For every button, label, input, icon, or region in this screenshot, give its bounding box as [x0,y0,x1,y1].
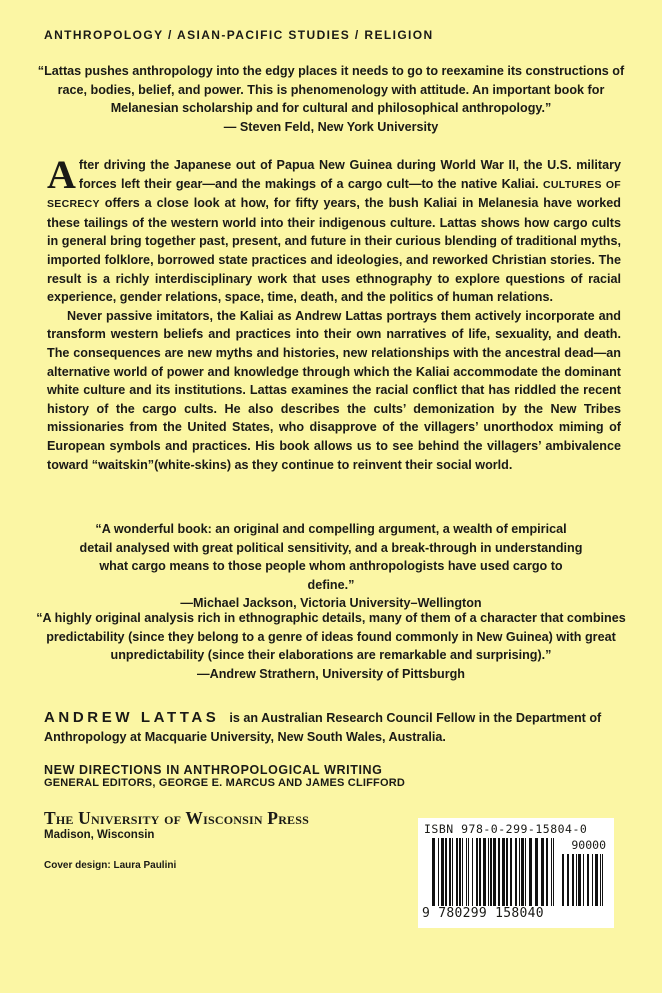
isbn-text: ISBN 978-0-299-15804-0 [424,822,588,836]
barcode-bar [488,838,489,906]
barcode-bar [472,838,473,906]
barcode-bar [578,854,581,906]
barcode-main-icon [432,838,554,906]
quote-text: “A wonderful book: an original and compelling argument, a wealth of empirical detail analysed with great political sensitivity, and a break-through in understanding what cargo means to those people whom anthropologists have used cargo to define.” [79,522,583,592]
barcode-bar [567,854,569,906]
publisher-name [44,808,309,829]
description-p1-after: offers a close look at how, for fifty years, the bush Kaliai in Melanesia have worked these tailings of the western world into their indigenous culture. Lattas shows how cargo cults in general bring together past, present, and future in their curious blending of traditional myths, imported folklore, borrowed state practices and ideologies, and reworked Christian stories. The result is a richly interdisciplinary work that uses ethnography to explore questions of racial experience, gender relations, space, time, death, and the politics of human relations. [47,196,621,305]
barcode-bar [438,838,439,906]
barcode-bar [449,838,451,906]
barcode-bar [519,838,520,906]
barcode-bar [459,838,461,906]
barcode-bar [441,838,444,906]
barcode-bar [535,838,538,906]
series-title: NEW DIRECTIONS IN ANTHROPOLOGICAL WRITING [44,763,383,777]
ean-number: 9 780299 158040 [422,906,544,921]
quote-attribution: — Steven Feld, New York University [223,119,439,134]
quote-strathern [34,609,628,683]
barcode-bar [490,838,492,906]
author-bio-text: is an Australian Research Council Fellow in the Department of Anthropology at Macquarie University, New South Wales, Australia. [44,711,602,744]
barcode-bar [602,854,603,906]
barcode-bar [502,838,505,906]
author-name: ANDREW LATTAS [44,709,220,726]
barcode-bar [445,838,447,906]
barcode-bar [466,838,467,906]
price-code: 90000 [571,838,606,852]
barcode-bar [515,838,517,906]
barcode-bar [572,854,574,906]
quote-text: “Lattas pushes anthropology into the edgy places it needs to go to reexamine its constructions of race, bodies, belief, and power. This is phenomenology with attitude. An important book for Melanesian scholarship and for cultural and philosophical anthropology.” [37,64,625,116]
barcode-bar [541,838,544,906]
barcode-bar [525,838,526,906]
barcode-bar [583,854,584,906]
category-line: ANTHROPOLOGY / ASIAN-PACIFIC STUDIES / RELIGION [44,28,434,42]
barcode-bar [468,838,469,906]
author-bio [44,709,634,746]
cover-design-credit: Cover design: Laura Paulini [44,860,177,871]
barcode-bar [551,838,552,906]
quote-feld [34,62,628,136]
publisher-location: Madison, Wisconsin [44,829,155,841]
drop-cap: A [47,152,76,197]
series-editors: GENERAL EDITORS, GEORGE E. MARCUS AND JAMES CLIFFORD [44,777,406,789]
barcode-bar [592,854,593,906]
quote-attribution: —Michael Jackson, Victoria University–Wellington [180,596,482,611]
publisher-name-text: The University of Wisconsin Press [44,808,310,828]
description-p2: Never passive imitators, the Kaliai as Andrew Lattas portrays them actively incorporate and transform western beliefs and practices into their own narratives of life, sexuality, and death. The consequences are new myths and histories, new relationships with the ancestral dead—an alternative world of power and knowledge through which the Kaliai accommodate the dominant white culture and its institutions. Lattas examines the racial conflict that has riddled the recent history of the cargo cults. He also describes the cults’ demonization by the New Tribes missionaries from the United States, who disapprove of the villagers’ unorthodox miming of European symbols and practices. His book allows us to see behind the villagers’ ambivalence toward “waitskin”(white-skins) as they continue to reinvent their social world. [47,308,621,472]
barcode-bar [510,838,512,906]
description-p1-before: fter driving the Japanese out of Papua New Guinea during World War II, the U.S. military forces left their gear—and the makings of a cargo cult—to the native Kaliai. [78,158,621,191]
barcode-bar [562,854,564,906]
barcode-bar [595,854,598,906]
barcode-bar [479,838,481,906]
book-title-smallcaps: CULTURES OF SECRECY [47,178,622,211]
barcode-addon-icon [562,854,606,906]
barcode-bar [546,838,548,906]
book-description [47,152,622,474]
series-info [44,764,405,790]
barcode-bar [600,854,601,906]
barcode-panel [418,818,614,928]
quote-attribution: —Andrew Strathern, University of Pittsburgh [197,666,465,681]
barcode-bar [498,838,500,906]
barcode-bar [506,838,508,906]
barcode-bar [462,838,463,906]
quote-text: “A highly original analysis rich in ethnographic details, many of them of a character that combines predictability (since they belong to a genre of ideas found commonly in New Guinea) with great unpredictability (since their elaborations are remarkable and surprising).” [36,611,626,663]
barcode-bar [521,838,524,906]
barcode-bar [529,838,532,906]
barcode-bar [452,838,453,906]
barcode-bar [587,854,589,906]
barcode-bar [576,854,577,906]
barcode-bar [476,838,478,906]
barcode-bar [493,838,496,906]
barcode-bar [456,838,458,906]
barcode-bar [483,838,486,906]
quote-jackson [34,520,628,613]
barcode-bar [432,838,435,906]
barcode-bar [553,838,554,906]
